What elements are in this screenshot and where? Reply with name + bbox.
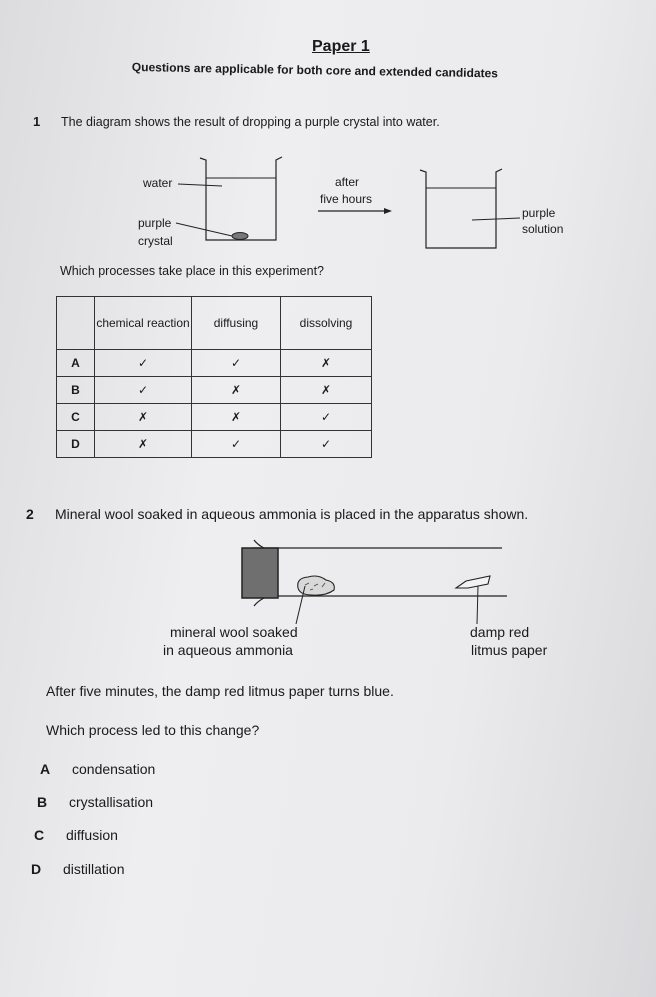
table-cell: ✓ [95,377,192,404]
page-title: Paper 1 [312,38,370,55]
row-letter: C [57,404,95,431]
table-cell: ✓ [95,350,192,377]
option-b-text: crystallisation [69,794,154,810]
wool-label-2: in aqueous ammonia [163,642,293,658]
option-d-text: distillation [63,861,125,877]
paper-label: damp red [470,624,530,640]
arrow-label: after [335,175,360,189]
option-a-text: condensation [72,761,156,777]
table-cell: ✓ [281,431,372,458]
question-2-statement: After five minutes, the damp red litmus paper turns blue. [46,683,394,699]
question-2-number: 2 [26,506,34,522]
page-subtitle: Questions are applicable for both core and extended candidates [131,60,499,81]
option-d-letter: D [31,861,42,877]
table-header-diffusing: diffusing [192,297,281,350]
question-1-number: 1 [33,114,41,129]
table-header-dissolving: dissolving [281,297,372,350]
question-2-prompt: Which process led to this change? [46,722,260,738]
option-a-letter: A [40,761,51,777]
litmus-paper [456,576,490,588]
table-cell: ✗ [95,431,192,458]
question-1-prompt: Which processes take place in this experiment? [60,264,325,278]
table-cell: ✓ [281,404,372,431]
paper-label-2: litmus paper [471,642,548,658]
paper-pointer [477,586,478,624]
table-cell: ✓ [192,431,281,458]
solution-label-2: solution [522,222,564,236]
arrow-label-2: five hours [320,192,373,206]
row-letter: B [57,377,95,404]
option-b-letter: B [37,794,48,810]
solution-label: purple [522,206,556,220]
table-cell: ✗ [281,350,372,377]
row-letter: D [57,431,95,458]
row-letter: A [57,350,95,377]
table-cell: ✓ [192,350,281,377]
question-2-text: Mineral wool soaked in aqueous ammonia is placed in the apparatus shown. [55,506,529,522]
table-cell: ✗ [95,404,192,431]
question-1-text: The diagram shows the result of dropping a purple crystal into water. [61,115,440,129]
water-label: water [143,176,173,190]
table-cell: ✗ [281,377,372,404]
crystal-label-2: crystal [138,234,173,248]
table-header-chemical-reaction: chemical reaction [95,297,192,350]
crystal-label: purple [138,216,172,230]
wool-label: mineral wool soaked [170,624,298,640]
option-c-text: diffusion [66,827,118,843]
option-c-letter: C [34,827,45,843]
stopper [242,548,278,598]
table-cell: ✗ [192,404,281,431]
table-cell: ✗ [192,377,281,404]
